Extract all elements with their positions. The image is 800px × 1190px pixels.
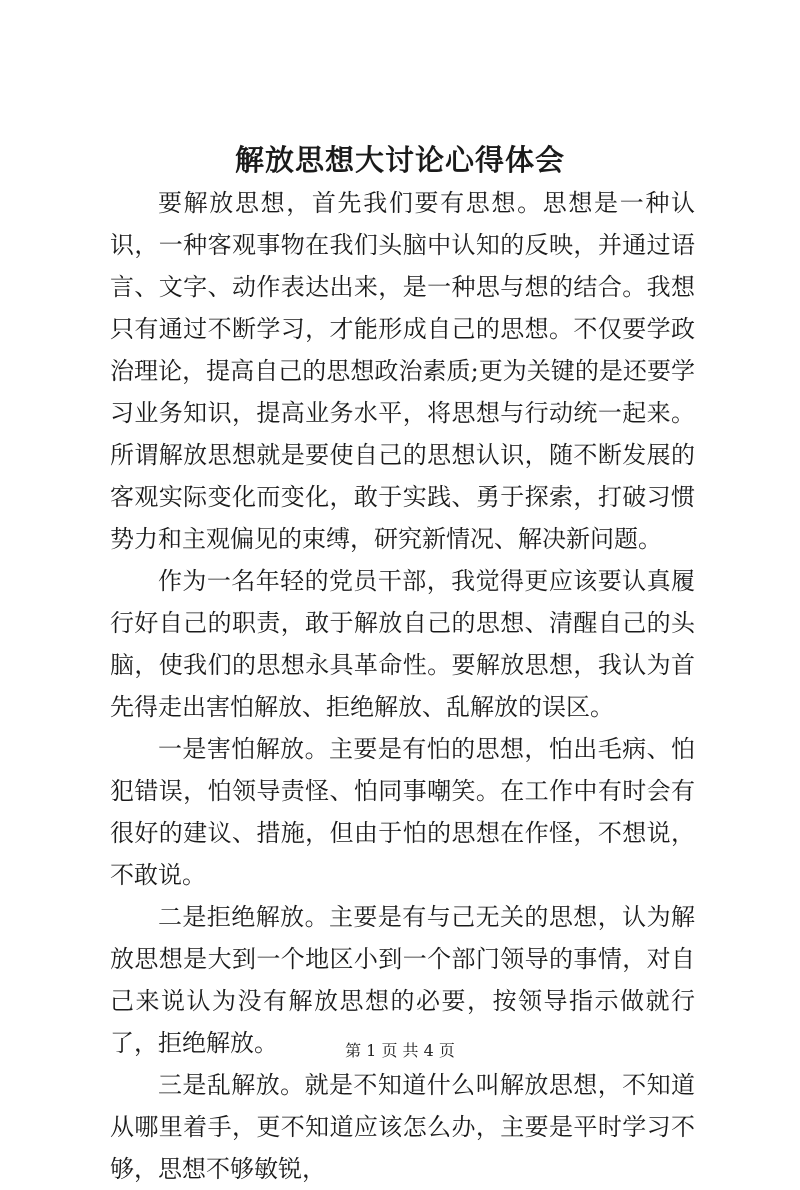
paragraph-5: 三是乱解放。就是不知道什么叫解放思想，不知道从哪里着手，更不知道应该怎么办，主要是平时学习不够，思想不够敏锐， — [110, 1071, 695, 1183]
paragraph-2: 作为一名年轻的党员干部，我觉得更应该要认真履行好自己的职责，敢于解放自己的思想、清醒自己的头脑，使我们的思想永具革命性。要解放思想，我认为首先得走出害怕解放、拒绝解放、乱解放的误区。 — [110, 567, 695, 721]
paragraph-1: 要解放思想，首先我们要有思想。思想是一种认识，一种客观事物在我们头脑中认知的反映，并通过语言、文字、动作表达出来，是一种思与想的结合。我想只有通过不断学习，才能形成自己的思想。不仅要学政治理论，提高自己的思想政治素质;更为关键的是还要学习业务知识，提高业务水平，将思想与行动统一起来。所谓解放思想就是要使自己的思想认识，随不断发展的客观实际变化而变化，敢于实践、勇于探索，打破习惯势力和主观偏见的束缚，研究新情况、解决新问题。 — [110, 189, 695, 553]
document-title: 解放思想大讨论心得体会 — [234, 143, 565, 177]
page-footer: 第 1 页 共 4 页 — [345, 1041, 455, 1060]
paragraph-4: 二是拒绝解放。主要是有与己无关的思想，认为解放思想是大到一个地区小到一个部门领导的事情，对自己来说认为没有解放思想的必要，按领导指示做就行了，拒绝解放。 — [110, 903, 695, 1057]
document-body — [110, 182, 695, 1190]
paragraph-3: 一是害怕解放。主要是有怕的思想，怕出毛病、怕犯错误，怕领导责怪、怕同事嘲笑。在工作中有时会有很好的建议、措施，但由于怕的思想在作怪，不想说，不敢说。 — [110, 735, 695, 889]
